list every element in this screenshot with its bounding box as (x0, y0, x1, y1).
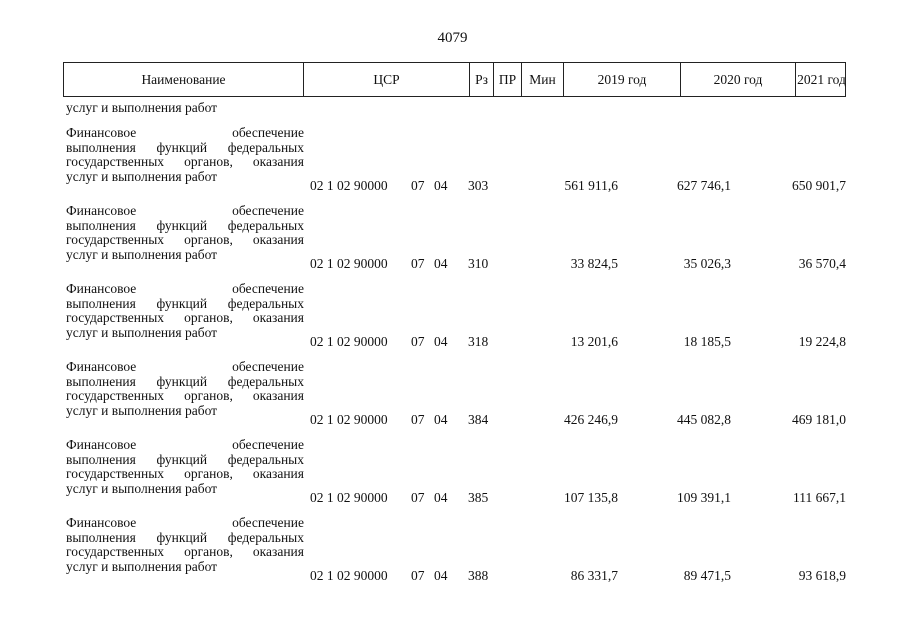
row-name-line: государственных органов, оказания (66, 154, 304, 170)
row-2020: 445 082,8 (677, 412, 731, 427)
row-csr: 02 1 02 90000 (310, 412, 388, 427)
row-name-line: государственных органов, оказания (66, 310, 304, 326)
row-name-line: услуг и выполнения работ (66, 480, 218, 496)
page-number: 4079 (437, 30, 468, 46)
row-name (66, 126, 304, 184)
row-name (66, 282, 304, 340)
row-2019: 561 911,6 (564, 178, 618, 193)
header-csr: ЦСР (304, 63, 470, 96)
row-name-line: государственных органов, оказания (66, 544, 304, 560)
row-csr: 02 1 02 90000 (310, 334, 388, 349)
row-2021: 93 618,9 (798, 568, 846, 583)
row-2019: 13 201,6 (570, 334, 618, 349)
row-2019: 107 135,8 (564, 490, 618, 505)
header-2021: 2021 год (797, 72, 846, 87)
row-name (66, 204, 304, 262)
row-csr: 02 1 02 90000 (310, 256, 388, 271)
row-2021: 111 667,1 (793, 490, 846, 505)
row-rz: 07 (411, 334, 425, 349)
row-name-line: услуг и выполнения работ (66, 246, 218, 262)
table-row (0, 360, 905, 430)
row-2020: 627 746,1 (677, 178, 731, 193)
row-min: 318 (468, 334, 489, 349)
row-pr: 04 (434, 178, 448, 193)
header-2019: 2019 год (564, 63, 681, 96)
row-2021: 36 570,4 (798, 256, 846, 271)
row-name-line: выполнения функций федеральных (66, 295, 304, 311)
row-min: 310 (468, 256, 489, 271)
header-2020: 2020 год (681, 63, 796, 96)
row-min: 384 (468, 412, 489, 427)
row-name-line: выполнения функций федеральных (66, 529, 304, 545)
header-name: Наименование (64, 63, 304, 96)
row-2020: 35 026,3 (683, 256, 731, 271)
row-name-line: государственных органов, оказания (66, 232, 304, 248)
row-2019: 426 246,9 (564, 412, 618, 427)
continuation-text: услуг и выполнения работ (66, 100, 218, 115)
table-row (0, 204, 905, 274)
row-pr: 04 (434, 334, 448, 349)
row-name-line: выполнения функций федеральных (66, 217, 304, 233)
row-csr: 02 1 02 90000 (310, 568, 388, 583)
row-name-line: Финансовое обеспечение (66, 281, 304, 296)
row-name-line: Финансовое обеспечение (66, 359, 304, 374)
row-name-line: Финансовое обеспечение (66, 515, 304, 530)
row-rz: 07 (411, 256, 425, 271)
row-name-line: государственных органов, оказания (66, 388, 304, 404)
table-row (0, 282, 905, 352)
table-header (63, 62, 846, 97)
row-name-line: услуг и выполнения работ (66, 402, 218, 418)
row-csr: 02 1 02 90000 (310, 490, 388, 505)
row-name-line: Финансовое обеспечение (66, 437, 304, 452)
row-min: 388 (468, 568, 489, 583)
row-rz: 07 (411, 490, 425, 505)
row-min: 303 (468, 178, 489, 193)
row-name-line: услуг и выполнения работ (66, 558, 218, 574)
row-rz: 07 (411, 568, 425, 583)
table-row (0, 126, 905, 196)
row-2021: 469 181,0 (792, 412, 846, 427)
row-2021: 650 901,7 (792, 178, 846, 193)
row-name-line: выполнения функций федеральных (66, 373, 304, 389)
table-row (0, 438, 905, 508)
row-name-line: государственных органов, оказания (66, 466, 304, 482)
row-pr: 04 (434, 490, 448, 505)
header-pr: ПР (494, 63, 522, 96)
row-name-line: выполнения функций федеральных (66, 451, 304, 467)
row-name (66, 360, 304, 418)
row-2020: 18 185,5 (683, 334, 731, 349)
header-rz: Рз (470, 63, 494, 96)
row-pr: 04 (434, 568, 448, 583)
row-name-line: Финансовое обеспечение (66, 125, 304, 140)
row-name-line: услуг и выполнения работ (66, 324, 218, 340)
header-min: Мин (522, 63, 564, 96)
row-pr: 04 (434, 412, 448, 427)
row-2020: 109 391,1 (677, 490, 731, 505)
row-rz: 07 (411, 178, 425, 193)
row-csr: 02 1 02 90000 (310, 178, 388, 193)
table-row (0, 516, 905, 586)
row-min: 385 (468, 490, 489, 505)
row-name-line: Финансовое обеспечение (66, 203, 304, 218)
row-rz: 07 (411, 412, 425, 427)
row-2019: 33 824,5 (570, 256, 618, 271)
row-name (66, 438, 304, 496)
row-2021: 19 224,8 (798, 334, 846, 349)
row-2019: 86 331,7 (570, 568, 618, 583)
row-name-line: выполнения функций федеральных (66, 139, 304, 155)
row-pr: 04 (434, 256, 448, 271)
row-2020: 89 471,5 (683, 568, 731, 583)
row-name (66, 516, 304, 574)
row-name-line: услуг и выполнения работ (66, 168, 218, 184)
